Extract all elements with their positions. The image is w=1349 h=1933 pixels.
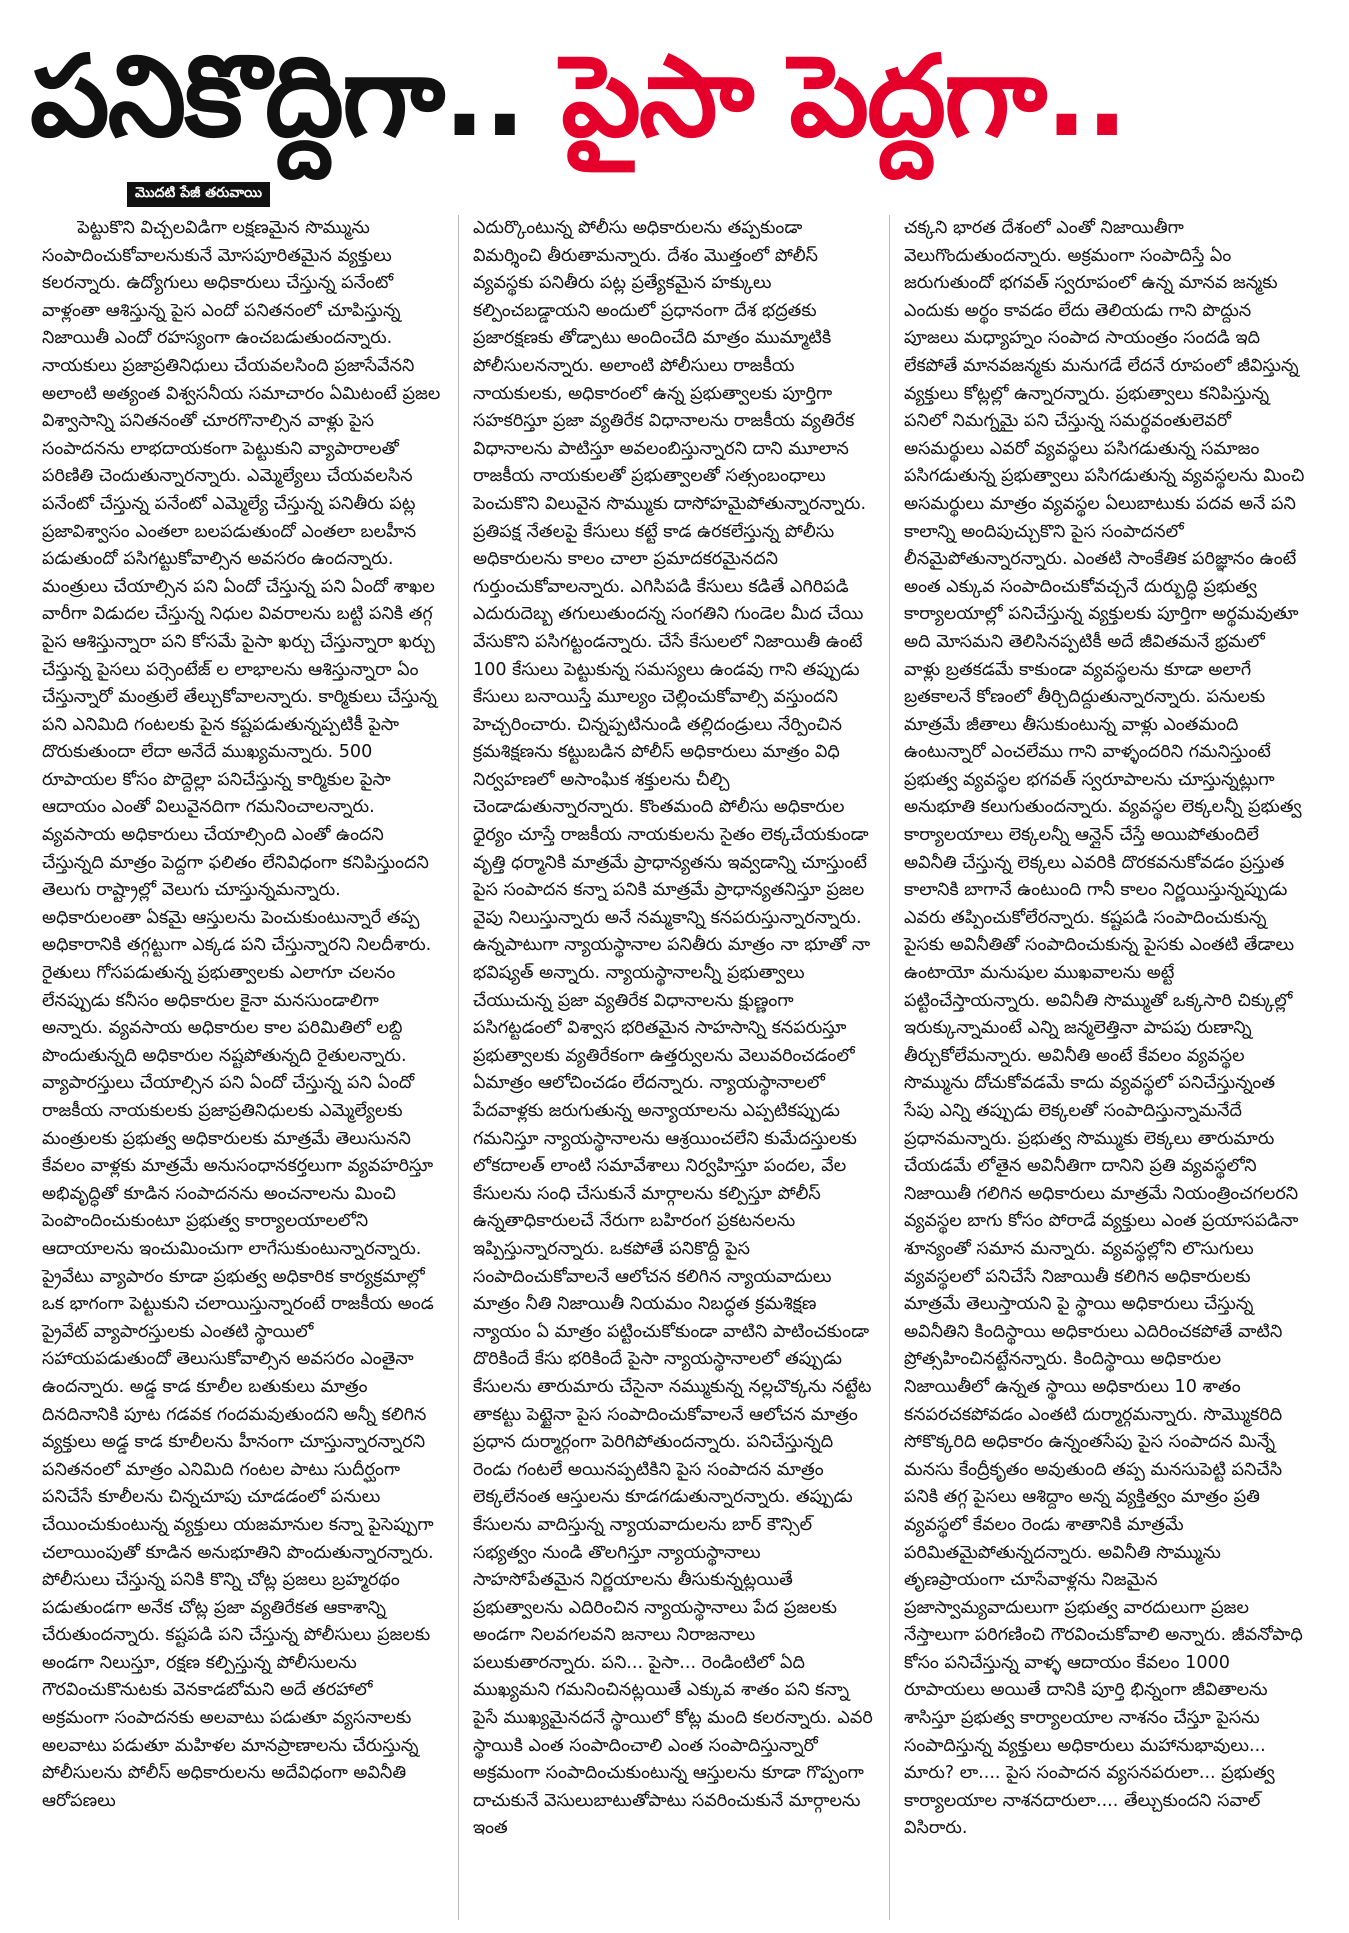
article-column-1 xyxy=(28,215,458,1920)
column-3-text: చక్కని భారత దేశంలో ఎంతో నిజాయితీగా వెలుగొందుతుందన్నారు. అక్రమంగా సంపాదిస్తే ఏం జరుగుతుందో భగవత్ స్వరూపంలో ఉన్న మానవ జన్మకు ఎందుకు అర్థం కావడం లేదు తెలియడు గాని పొద్దున పూజలు మధ్యాహ్నం సంపాద సాయంత్రం సందడి ఇది లేకపోతే మానవజన్మకు మనుగడే లేదనే రూపంలో జీవిస్తున్న వ్యక్తులు కోట్లల్లో ఉన్నారన్నారు. ప్రభుత్వాలు కనిపిస్తున్న పనిలో నిమగ్నమై పని చేస్తున్న సమర్థవంతులెవరో అసమర్థులు ఎవరో వ్యవస్థలు పసిగడుతున్న సమాజం పసిగడుతున్న ప్రభుత్వాలు పసిగడుతున్న వ్యవస్థలను మించి అసమర్థులు మాత్రం వ్యవస్థల ఏలుబాటుకు పదవ అనే పని కాలాన్ని అందిపుచ్చుకొని పైస సంపాదనలో లీనమైపోతున్నారన్నారు. ఎంతటి సాంకేతిక పరిజ్ఞానం ఉంటే అంత ఎక్కువ సంపాదించుకోవచ్చనే దుర్బుద్ధి ప్రభుత్వ కార్యాలయాల్లో పనిచేస్తున్న వ్యక్తులకు పూర్తిగా అర్థమవుతూ అది మోసమని తెలిసినప్పటికీ అదే జీవితమనే భ్రమలో వాళ్లు బ్రతకడమే కాకుండా వ్యవస్థలను కూడా అలాగే బ్రతకాలనే కోణంలో తీర్చిదిద్దుతున్నారన్నారు. పనులకు మాత్రమే జీతాలు తీసుకుంటున్న వాళ్లు ఎంతమంది ఉంటున్నారో ఎంచలేము గాని వాళ్ళందరిని గమనిస్తుంటే ప్రభుత్వ వ్యవస్థల భగవత్ స్వరూపాలను చూస్తున్నట్లుగా అనుభూతి కలుగుతుందన్నారు. వ్యవస్థల లెక్కలన్నీ ప్రభుత్వ కార్యాలయాలు లెక్కలన్నీ ఆన్లైన్ చేస్తే అయిపోతుందిలే అవినీతి చేస్తున్న లెక్కలు ఎవరికి దొరకవనుకోవడం ప్రస్తుత కాలానికి బాగానే ఉంటుంది గానీ కాలం నిర్ణయిస్తున్నప్పుడు ఎవరు తప్పించుకోలేరన్నారు. కష్టపడి సంపాదించుకున్న పైసకు అవినీతితో సంపాదించుకున్న పైసకు ఎంతటి తేడాలు ఉంటాయో మనుషుల ముఖవాలను అట్టే పట్టించేస్తాయన్నారు. అవినీతి సొమ్ముతో ఒక్కసారి చిక్కుల్లో ఇరుక్కున్నామంటే ఎన్ని జన్మలెత్తినా పాపపు రుణాన్ని తీర్చుకోలేమన్నారు. అవినీతి అంటే కేవలం వ్యవస్థల సొమ్మును దోచుకోవడమే కాదు వ్యవస్థలో పనిచేస్తున్నంత సేపు ఎన్ని తప్పుడు లెక్కలతో సంపాదిస్తున్నామనేదే ప్రధానమన్నారు. ప్రభుత్వ సొమ్ముకు లెక్కలు తారుమారు చేయడమే లోతైన అవినీతిగా దానిని ప్రతి వ్యవస్థలోని నిజాయితీ గలిగిన అధికారులు మాత్రమే నియంత్రించగలరని వ్యవస్థల బాగు కోసం పోరాడే వ్యక్తులు ఎంత ప్రయాసపడినా శూన్యంతో సమాన మన్నారు. వ్యవస్థల్లోని లొసుగులు వ్యవస్థలలో పనిచేసే నిజాయితీ కలిగిన అధికారులకు మాత్రమే తెలుస్తాయని పై స్థాయి అధికారులు చేస్తున్న అవినీతిని కిందిస్థాయి అధికారులు ఎదిరించకపోతే వాటిని ప్రోత్సహించినట్టేనన్నారు. కిందిస్థాయి అధికారుల నిజాయితీలో ఉన్నత స్థాయి అధికారులు 10 శాతం కనపరచకపోవడం ఎంతటి దుర్మార్గమన్నారు. సొమ్మొకరిది సోకొక్కరిది అధికారం ఉన్నంతసేపు పైస సంపాదన మిన్నే మనసు కేంద్రీకృతం అవుతుంది తప్ప మనసుపెట్టి పనిచేసి పనికి తగ్గ పైసలు ఆశిద్దాం అన్న వ్యక్తిత్వం మాత్రం ప్రతి వ్యవస్థలో కేవలం రెండు శాతానికి మాత్రమే పరిమితమైపోతున్నదన్నారు. అవినీతి సొమ్మును తృణప్రాయంగా చూసేవాళ్లను నిజమైన ప్రజాస్వామ్యవాదులుగా ప్రభుత్వ వారదులుగా ప్రజల నేస్తాలుగా పరిగణించి గౌరవించుకోవాలి అన్నారు. జీవనోపాధి కోసం పనిచేస్తున్న వాళ్ళ ఆదాయం కేవలం 1000 రూపాయలు అయితే దానికి పూర్తి భిన్నంగా జీవితాలను శాసిస్తూ ప్రభుత్వ కార్యాలయాల నాశనం చేస్తూ పైసను సంపాదిస్తున్న వ్యక్తులు అధికారులు మహానుభావులు... మారు? లా.... పైస సంపాదన వ్యసనపరులా... ప్రభుత్వ కార్యాలయాల నాశనదారులా.... తేల్చుకుందని సవాల్ విసిరారు. xyxy=(904,218,1305,1839)
article-body xyxy=(28,215,1320,1920)
headline xyxy=(30,12,1320,182)
headline-part-1: పనికొద్దిగా.. xyxy=(30,32,525,162)
headline-part-2: పైసా పెద్దగా.. xyxy=(561,32,1127,162)
column-1-text: పెట్టుకొని విచ్చలవిడిగా లక్షణమైన సొమ్మును సంపాదించుకోవాలనుకునే మోసపూరితమైన వ్యక్తులు కలరన్నారు. ఉద్యోగులు అధికారులు చేస్తున్న పనేంటో వాళ్లంతా ఆశిస్తున్న పైస ఎందో పనితనంలో చూపిస్తున్న నిజాయితీ ఎందో రహస్యంగా ఉంచబడుతుందన్నారు. నాయకులు ప్రజాప్రతినిధులు చేయవలసింది ప్రజాసేవేనని అలాంటి అత్యంత విశ్వసనీయ సమాచారం ఏమిటంటే ప్రజల విశ్వాసాన్ని పనితనంతో చూరగొనాల్సిన వాళ్లు పైస సంపాదనను లాభదాయకంగా పెట్టుకుని వ్యాపారాలతో పరిణితి చెందుతున్నారన్నారు. ఎమ్మెల్యేలు చేయవలసిన పనేంటో చేస్తున్న పనేంటో ఎమ్మెల్యే చేస్తున్న పనితీరు పట్ల ప్రజావిశ్వాసం ఎంతలా బలపడుతుందో ఎంతలా బలహీన పడుతుందో పసిగట్టుకోవాల్సిన అవసరం ఉందన్నారు. మంత్రులు చేయాల్సిన పని ఏందో చేస్తున్న పని ఏందో శాఖల వారీగా విడుదల చేస్తున్న నిధుల వివరాలను బట్టి పనికి తగ్గ పైస ఆశిస్తున్నారా పని కోసమే పైసా ఖర్చు చేస్తున్నారా ఖర్చు చేస్తున్న పైసలు పర్సెంటేజ్ ల లాభాలను ఆశిస్తున్నారా ఏం చేస్తున్నారో మంత్రులే తేల్చుకోవాలన్నారు. కార్మికులు చేస్తున్న పని ఎనిమిది గంటలకు పైన కష్టపడుతున్నప్పటికీ పైసా దొరుకుతుందా లేదా అనేదే ముఖ్యమన్నారు. 500 రూపాయల కోసం పొద్దెల్లా పనిచేస్తున్న కార్మికుల పైసా ఆదాయం ఎంతో విలువైనదిగా గమనించాలన్నారు. వ్యవసాయ అధికారులు చేయాల్సింది ఎంతో ఉందని చేస్తున్నది మాత్రం పెద్దగా ఫలితం లేనివిధంగా కనిపిస్తుందని తెలుగు రాష్ట్రాల్లో వెలుగు చూస్తున్నమన్నారు. అధికారులంతా ఏకమై ఆస్తులను పెంచుకుంటున్నారే తప్ప అధికారానికి తగ్గట్టుగా ఎక్కడ పని చేస్తున్నారని నిలదీశారు. రైతులు గోసపడుతున్న ప్రభుత్వాలకు ఎలాగూ చలనం లేనప్పుడు కనీసం అధికారుల కైనా మనసుండాలిగా అన్నారు. వ్యవసాయ అధికారుల కాల పరిమితిలో లబ్ది పొందుతున్నది అధికారుల నష్టపోతున్నది రైతులన్నారు. వ్యాపారస్తులు చేయాల్సిన పని ఏందో చేస్తున్న పని ఏందో రాజకీయ నాయకులకు ప్రజాప్రతినిధులకు ఎమ్మెల్యేలకు మంత్రులకు ప్రభుత్వ అధికారులకు మాత్రమే తెలుసునని కేవలం వాళ్లకు మాత్రమే అనుసంధానకర్తలుగా వ్యవహరిస్తూ అభివృద్ధితో కూడిన సంపాదనను అంచనాలను మించి పెంపొందించుకుంటూ ప్రభుత్వ కార్యాలయాలలోని ఆదాయాలను ఇంచుమించుగా లాగేసుకుంటున్నారన్నారు. ప్రైవేటు వ్యాపారం కూడా ప్రభుత్వ అధికారిక కార్యక్రమాల్లో ఒక భాగంగా పెట్టుకుని చలాయిస్తున్నారంటే రాజకీయ అండ ప్రైవేట్ వ్యాపారస్తులకు ఎంతటి స్థాయిలో సహాయపడుతుందో తెలుసుకోవాల్సిన అవసరం ఎంతైనా ఉందన్నారు. అడ్డ కాడ కూలీల బతుకులు మాత్రం దినదినానికి పూట గడవక గందమవుతుందని అన్నీ కలిగిన వ్యక్తులు అడ్డ కాడ కూలీలను హీనంగా చూస్తున్నారన్నారని పనితనంలో మాత్రం ఎనిమిది గంటల పాటు సుదీర్ఘంగా పనిచేసే కూలీలను చిన్నచూపు చూడడంలో పనులు చేయించుకుంటున్న వ్యక్తులు యజమానుల కన్నా పైసెప్పుగా చలాయింపుతో కూడిన అనుభూతిని పొందుతున్నారన్నారు. పోలీసులు చేస్తున్న పనికి కొన్ని చోట్ల ప్రజలు బ్రహ్మరథం పడుతుండగా అనేక చోట్ల ప్రజా వ్యతిరేకత ఆకాశాన్ని చేరుతుందన్నారు. కష్టపడి పని చేస్తున్న పోలీసులు ప్రజలకు అండగా నిలుస్తూ, రక్షణ కల్పిస్తున్న పోలీసులను గౌరవించుకొనుటకు వెనకాడబోమని అదే తరహాలో అక్రమంగా సంపాదనకు అలవాటు పడుతూ వ్యసనాలకు అలవాటు పడుతూ మహిళల మానప్రాణాలను చేరుస్తున్న పోలీసులను పోలీస్ అధికారులను అదేవిధంగా అవినీతి ఆరోపణలు xyxy=(42,218,441,1811)
continued-from-front-page-label: మొదటి పేజీ తరువాయి xyxy=(127,182,270,207)
article-column-3 xyxy=(889,215,1320,1920)
article-column-2 xyxy=(458,215,889,1920)
column-2-text: ఎదుర్కొంటున్న పోలీసు అధికారులను తప్పకుండా విమర్శించి తీరుతామన్నారు. దేశం మొత్తంలో పోలీస్ వ్యవస్థకు పనితీరు పట్ల ప్రత్యేకమైన హక్కులు కల్పించబడ్డాయని అందులో ప్రధానంగా దేశ భద్రతకు ప్రజారక్షణకు తోడ్పాటు అందించేది మాత్రం ముమ్మాటికి పోలీసులనన్నారు. అలాంటి పోలీసులు రాజకీయ నాయకులకు, అధికారంలో ఉన్న ప్రభుత్వాలకు పూర్తిగా సహకరిస్తూ ప్రజా వ్యతిరేక విధానాలను రాజకీయ వ్యతిరేక విధానాలను పాటిస్తూ అవలంబిస్తున్నారని దాని మూలాన రాజకీయ నాయకులతో ప్రభుత్వాలతో సత్సంబంధాలు పెంచుకొని విలువైన సొమ్ముకు దాసోహమైపోతున్నారన్నారు. ప్రతిపక్ష నేతలపై కేసులు కట్టే కాడ ఉరకలేస్తున్న పోలీసు అధికారులను కాలం చాలా ప్రమాదకరమైనదని గుర్తుంచుకోవాలన్నారు. ఎగిసిపడి కేసులు కడితే ఎగిరిపడి ఎదురుదెబ్బ తగులుతుందన్న సంగతిని గుండెల మీద చేయి వేసుకొని పసిగట్టండన్నారు. చేసే కేసులలో నిజాయితీ ఉంటే 100 కేసులు పెట్టుకున్న సమస్యలు ఉండవు గాని తప్పుడు కేసులు బనాయిస్తే మూల్యం చెల్లించుకోవాల్సి వస్తుందని హెచ్చరించారు. చిన్నప్పటినుండి తల్లిదండ్రులు నేర్పించిన క్రమశిక్షణను కట్టుబడిన పోలీస్ అధికారులు మాత్రం విధి నిర్వహణలో అసాంఘిక శక్తులను చీల్చి చెండాడుతున్నారన్నారు. కొంతమంది పోలీసు అధికారుల ధైర్యం చూస్తే రాజకీయ నాయకులను సైతం లెక్కచేయకుండా వృత్తి ధర్మానికి మాత్రమే ప్రాధాన్యతను ఇవ్వడాన్ని చూస్తుంటే పైస సంపాదన కన్నా పనికి మాత్రమే ప్రాధాన్యతనిస్తూ ప్రజల వైపు నిలుస్తున్నారు అనే నమ్మకాన్ని కనపరుస్తున్నారన్నారు. ఉన్నపాటుగా న్యాయస్థానాల పనితీరు మాత్రం నా భూతో నా భవిష్యత్ అన్నారు. న్యాయస్థానాలన్నీ ప్రభుత్వాలు చేయుచున్న ప్రజా వ్యతిరేక విధానాలను క్షుణ్ణంగా పసిగట్టడంలో విశ్వాస భరితమైన సాహసాన్ని కనపరుస్తూ ప్రభుత్వాలకు వ్యతిరేకంగా ఉత్తర్వులను వెలువరించడంలో ఏమాత్రం ఆలోచించడం లేదన్నారు. న్యాయస్థానాలలో పేదవాళ్లకు జరుగుతున్న అన్యాయాలను ఎప్పటికప్పుడు గమనిస్తూ న్యాయస్థానాలను ఆశ్రయించలేని కుమేదస్తులకు లోకదాలత్ లాంటి సమావేశాలు నిర్వహిస్తూ పందల, వేల కేసులను సంధి చేసుకునే మార్గాలను కల్పిస్తూ పోలీస్ ఉన్నతాధికారులచే నేరుగా బహిరంగ ప్రకటనలను ఇప్పిస్తున్నారన్నారు. ఒకపోతే పనికొద్దీ పైస సంపాదించుకోవాలనే ఆలోచన కలిగిన న్యాయవాదులు మాత్రం నీతి నిజాయితీ నియమం నిబద్ధత క్రమశిక్షణ న్యాయం ఏ మాత్రం పట్టించుకోకుండా వాటిని పాటించకుండా దొరికిందే కేసు భరికిందే పైసా న్యాయస్థానాలలో తప్పుడు కేసులను తారుమారు చేసైనా నమ్ముకున్న నల్లచొక్కను నట్టేట తాకట్టు పెట్టైనా పైస సంపాదించుకోవాలనే ఆలోచన మాత్రం ప్రధాన దుర్మార్గంగా పెరిగిపోతుందన్నారు. పనిచేస్తున్నది రెండు గంటలే అయినప్పటికిని పైస సంపాదన మాత్రం లెక్కలేనంత ఆస్తులను కూడగడుతున్నారన్నారు. తప్పుడు కేసులను వాదిస్తున్న న్యాయవాదులను బార్ కౌన్సిల్ సభ్యత్వం నుండి తొలగిస్తూ న్యాయస్థానాలు సాహసోపేతమైన నిర్ణయాలను తీసుకున్నట్లయితే ప్రభుత్వాలను ఎదిరించిన న్యాయస్థానాలు పేద ప్రజలకు అండగా నిలవగలవని జనాలు నిరాజనాలు పలుకుతారన్నారు. పని... పైసా... రెండింటిలో ఏది ముఖ్యమని గమనించినట్లయితే ఎక్కువ శాతం పని కన్నా పైసే ముఖ్యమైనదనే స్థాయిలో కోట్ల మంది కలరన్నారు. ఎవరి స్థాయికి ఎంత సంపాదించాలి ఎంత సంపాదిస్తున్నారో అక్రమంగా సంపాదించుకుంటున్న ఆస్తులను కూడా గొప్పంగా దాచుకునే వెసులుబాటుతోపాటు సవరించుకునే మార్గాలను ఇంత xyxy=(473,218,873,1839)
